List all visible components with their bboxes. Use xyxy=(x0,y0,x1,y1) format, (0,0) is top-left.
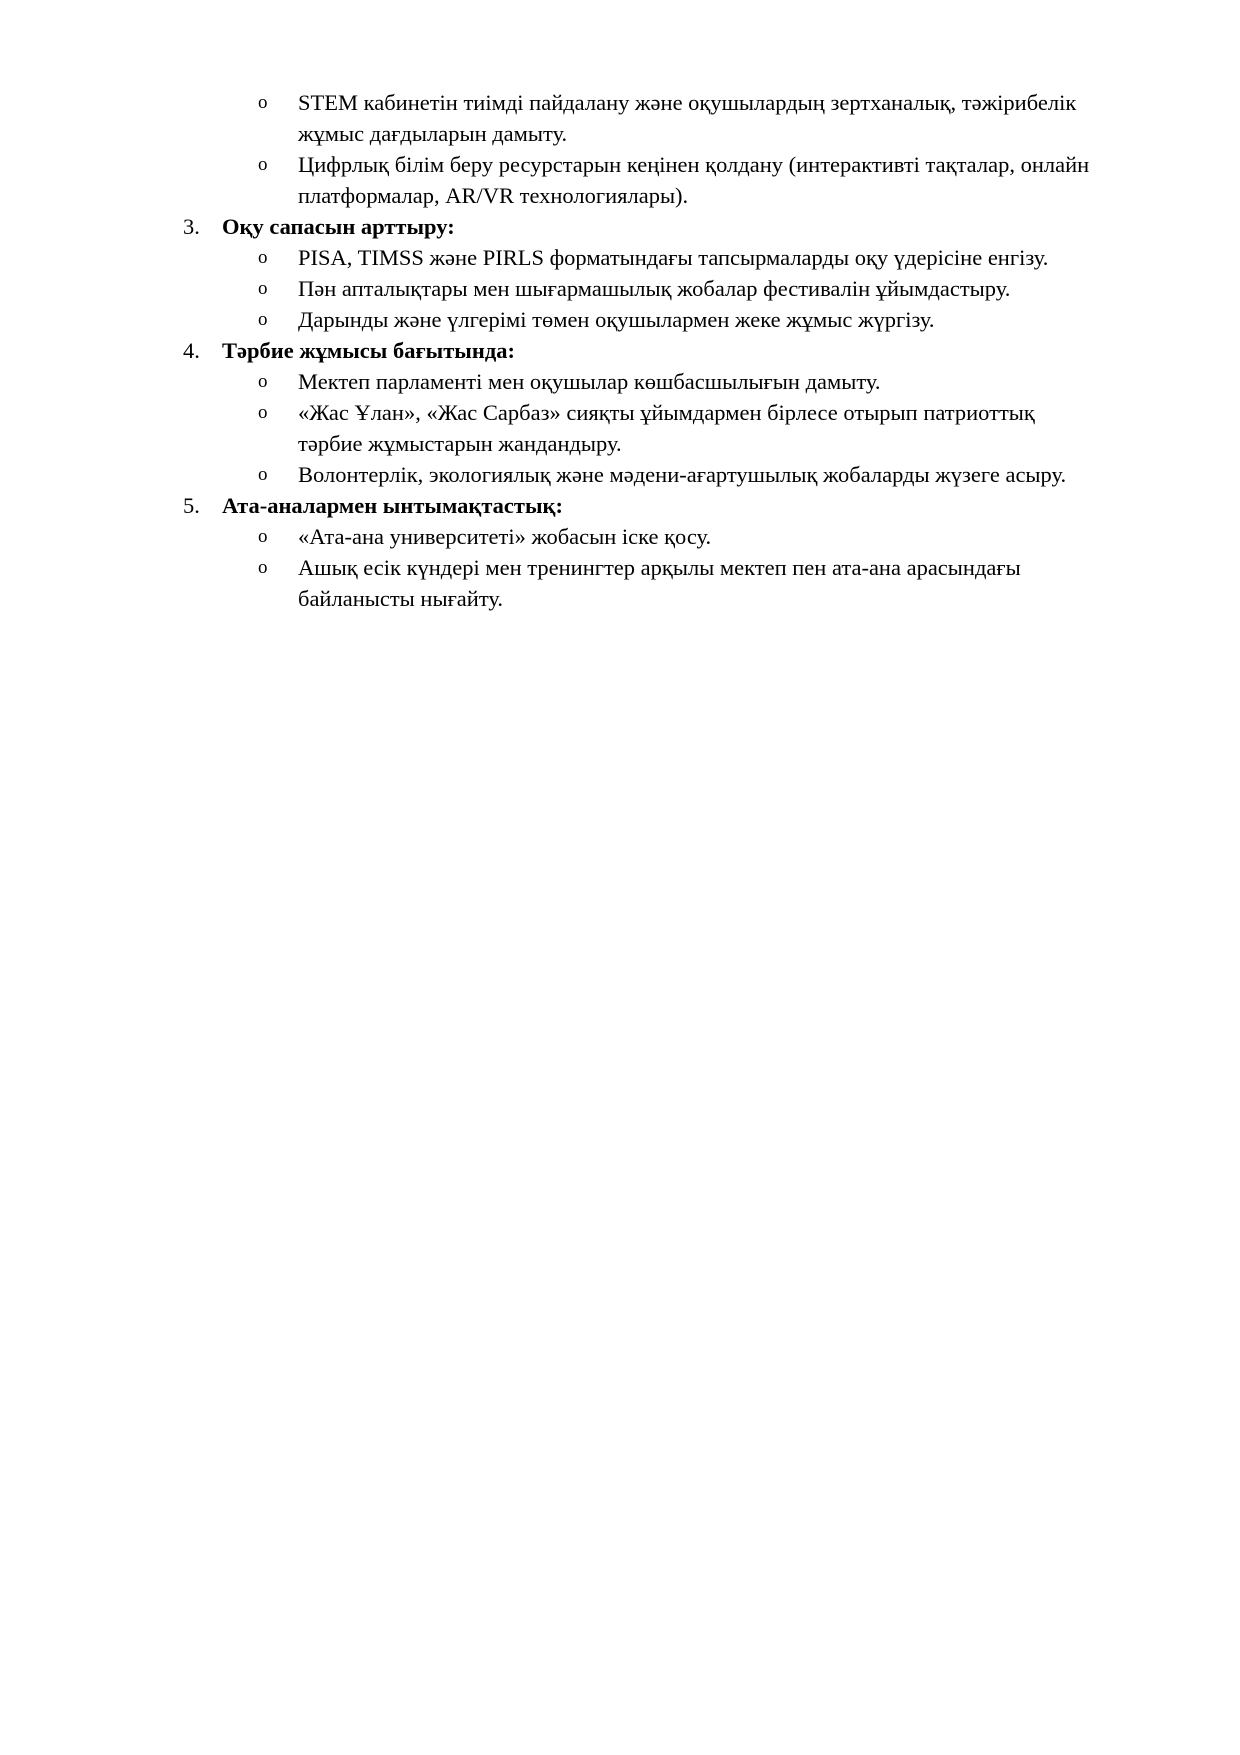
list-item xyxy=(0,459,1240,490)
list-item xyxy=(0,366,1240,397)
section-heading xyxy=(0,335,1240,366)
list-item-text: «Жас Ұлан», «Жас Сарбаз» сияқты ұйымдармен бірлесе отырып патриоттық xyxy=(298,400,1035,425)
list-item-text: Мектеп парламенті мен оқушылар көшбасшылығын дамыту. xyxy=(298,369,881,394)
bullet-marker: o xyxy=(258,371,268,392)
section-title: Ата-аналармен ынтымақтастық: xyxy=(222,493,563,518)
list-item-text: жұмыс дағдыларын дамыту. xyxy=(298,121,568,146)
list-item-continuation xyxy=(0,118,1240,149)
list-item-text: «Ата-ана университеті» жобасын іске қосу. xyxy=(298,524,712,549)
list-item-continuation xyxy=(0,180,1240,211)
list-item-text: Волонтерлік, экологиялық және мәдени-ағартушылық жобаларды жүзеге асыру. xyxy=(298,462,1067,487)
list-item-text: байланысты нығайту. xyxy=(298,586,503,611)
list-item xyxy=(0,242,1240,273)
bullet-marker: o xyxy=(258,464,268,485)
bullet-marker: o xyxy=(258,309,268,330)
list-item xyxy=(0,304,1240,335)
list-item xyxy=(0,552,1240,583)
section-title: Оқу сапасын арттыру: xyxy=(222,214,455,239)
list-item-text: Цифрлық білім беру ресурстарын кеңінен қолдану (интерактивті тақталар, онлайн xyxy=(298,152,1090,177)
bullet-marker: o xyxy=(258,402,268,423)
section-title: Тәрбие жұмысы бағытында: xyxy=(222,338,515,363)
list-item-text: Пән апталықтары мен шығармашылық жобалар фестивалін ұйымдастыру. xyxy=(298,276,1011,301)
list-item-continuation xyxy=(0,583,1240,614)
section-number: 3. xyxy=(183,214,200,239)
list-item-text: PISA, TIMSS және PIRLS форматындағы тапсырмаларды оқу үдерісіне енгізу. xyxy=(298,245,1049,270)
section-heading xyxy=(0,211,1240,242)
list-item-text: Дарынды және үлгерімі төмен оқушылармен жеке жұмыс жүргізу. xyxy=(298,307,935,332)
bullet-marker: o xyxy=(258,154,268,175)
bullet-marker: o xyxy=(258,557,268,578)
list-item xyxy=(0,397,1240,428)
bullet-marker: o xyxy=(258,247,268,268)
document-content xyxy=(0,87,1240,614)
list-item-continuation xyxy=(0,428,1240,459)
list-item-text: тәрбие жұмыстарын жандандыру. xyxy=(298,431,622,456)
bullet-marker: o xyxy=(258,92,268,113)
list-item-text: платформалар, AR/VR технологиялары). xyxy=(298,183,689,208)
list-item-text: STEM кабинетін тиімді пайдалану және оқушылардың зертханалық, тәжірибелік xyxy=(298,90,1077,115)
list-item xyxy=(0,273,1240,304)
section-number: 5. xyxy=(183,493,200,518)
section-number: 4. xyxy=(183,338,200,363)
list-item-text: Ашық есік күндері мен тренингтер арқылы мектеп пен ата-ана арасындағы xyxy=(298,555,1021,580)
list-item xyxy=(0,87,1240,118)
list-item xyxy=(0,149,1240,180)
bullet-marker: o xyxy=(258,526,268,547)
bullet-marker: o xyxy=(258,278,268,299)
section-heading xyxy=(0,490,1240,521)
list-item xyxy=(0,521,1240,552)
